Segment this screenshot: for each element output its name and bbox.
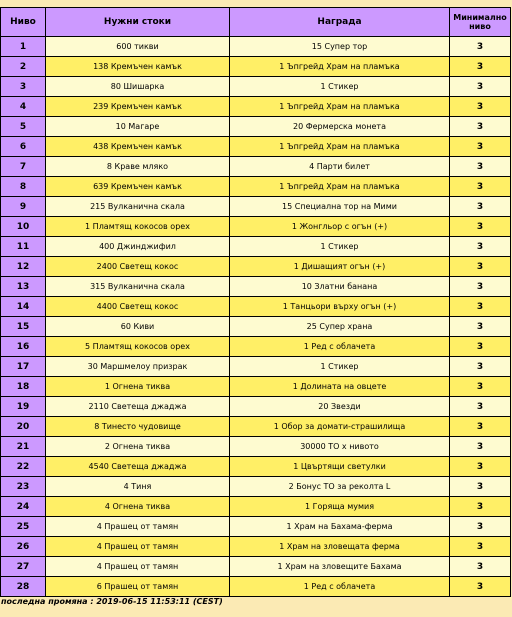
level-cell: 20 — [1, 417, 46, 437]
level-cell: 26 — [1, 537, 46, 557]
min-level-cell: 3 — [450, 177, 511, 197]
table-row — [1, 57, 511, 77]
reward-cell: 1 Танцьори върху огън (+) — [230, 297, 450, 317]
min-level-cell: 3 — [450, 237, 511, 257]
reward-cell: 1 Горяща мумия — [230, 497, 450, 517]
min-level-cell: 3 — [450, 37, 511, 57]
reward-cell: 25 Супер храна — [230, 317, 450, 337]
needed-goods-cell: 10 Магаре — [46, 117, 230, 137]
reward-cell: 1 Стикер — [230, 77, 450, 97]
table-row — [1, 137, 511, 157]
level-cell: 7 — [1, 157, 46, 177]
table-row — [1, 497, 511, 517]
needed-goods-cell: 239 Кремъчен камък — [46, 97, 230, 117]
needed-goods-cell: 400 Джинджифил — [46, 237, 230, 257]
needed-goods-cell: 1 Пламтящ кокосов орех — [46, 217, 230, 237]
reward-cell: 1 Ред с облачета — [230, 337, 450, 357]
level-cell: 22 — [1, 457, 46, 477]
table-header-row — [1, 8, 511, 37]
reward-cell: 1 Ред с облачета — [230, 577, 450, 597]
reward-cell: 1 Обор за домати-страшилища — [230, 417, 450, 437]
reward-cell: 1 Стикер — [230, 237, 450, 257]
table-row — [1, 577, 511, 597]
table-row — [1, 557, 511, 577]
level-cell: 6 — [1, 137, 46, 157]
header-reward: Награда — [230, 8, 450, 37]
level-cell: 1 — [1, 37, 46, 57]
min-level-cell: 3 — [450, 257, 511, 277]
min-level-cell: 3 — [450, 117, 511, 137]
level-cell: 15 — [1, 317, 46, 337]
min-level-cell: 3 — [450, 57, 511, 77]
min-level-cell: 3 — [450, 77, 511, 97]
table-row — [1, 417, 511, 437]
table-row — [1, 277, 511, 297]
needed-goods-cell: 80 Шишарка — [46, 77, 230, 97]
last-modified-footer: последна промяна : 2019-06-15 11:53:11 (CEST) — [1, 597, 223, 606]
needed-goods-cell: 600 тикви — [46, 37, 230, 57]
table-row — [1, 477, 511, 497]
needed-goods-cell: 1 Огнена тиква — [46, 377, 230, 397]
table-row — [1, 337, 511, 357]
min-level-cell: 3 — [450, 537, 511, 557]
level-cell: 21 — [1, 437, 46, 457]
needed-goods-cell: 639 Кремъчен камък — [46, 177, 230, 197]
table-row — [1, 457, 511, 477]
table-row — [1, 537, 511, 557]
table-row — [1, 77, 511, 97]
level-cell: 10 — [1, 217, 46, 237]
reward-cell: 1 Храм на Бахама-ферма — [230, 517, 450, 537]
min-level-cell: 3 — [450, 137, 511, 157]
reward-cell: 30000 TO x нивото — [230, 437, 450, 457]
level-cell: 18 — [1, 377, 46, 397]
level-cell: 19 — [1, 397, 46, 417]
level-cell: 28 — [1, 577, 46, 597]
min-level-cell: 3 — [450, 397, 511, 417]
reward-cell: 1 Храм на зловещите Бахама — [230, 557, 450, 577]
reward-cell: 1 Ъпгрейд Храм на пламъка — [230, 137, 450, 157]
min-level-cell: 3 — [450, 477, 511, 497]
level-cell: 13 — [1, 277, 46, 297]
level-cell: 17 — [1, 357, 46, 377]
table-row — [1, 257, 511, 277]
needed-goods-cell: 2 Огнена тиква — [46, 437, 230, 457]
min-level-cell: 3 — [450, 317, 511, 337]
needed-goods-cell: 4540 Светеща джаджа — [46, 457, 230, 477]
level-cell: 25 — [1, 517, 46, 537]
min-level-cell: 3 — [450, 217, 511, 237]
min-level-cell: 3 — [450, 197, 511, 217]
min-level-cell: 3 — [450, 437, 511, 457]
reward-cell: 20 Фермерска монета — [230, 117, 450, 137]
table-row — [1, 177, 511, 197]
header-level: Ниво — [1, 8, 46, 37]
min-level-cell: 3 — [450, 417, 511, 437]
needed-goods-cell: 6 Прашец от тамян — [46, 577, 230, 597]
reward-cell: 1 Дишащият огън (+) — [230, 257, 450, 277]
level-cell: 3 — [1, 77, 46, 97]
table-row — [1, 217, 511, 237]
min-level-cell: 3 — [450, 277, 511, 297]
needed-goods-cell: 5 Пламтящ кокосов орех — [46, 337, 230, 357]
reward-cell: 1 Жонгльор с огън (+) — [230, 217, 450, 237]
needed-goods-cell: 4400 Светещ кокос — [46, 297, 230, 317]
header-needed-goods: Нужни стоки — [46, 8, 230, 37]
level-cell: 24 — [1, 497, 46, 517]
needed-goods-cell: 4 Прашец от тамян — [46, 537, 230, 557]
table-row — [1, 377, 511, 397]
level-cell: 11 — [1, 237, 46, 257]
min-level-cell: 3 — [450, 297, 511, 317]
table-row — [1, 97, 511, 117]
table-row — [1, 157, 511, 177]
needed-goods-cell: 4 Тиня — [46, 477, 230, 497]
needed-goods-cell: 438 Кремъчен камък — [46, 137, 230, 157]
level-cell: 16 — [1, 337, 46, 357]
reward-cell: 10 Златни банана — [230, 277, 450, 297]
min-level-cell: 3 — [450, 157, 511, 177]
reward-cell: 20 Звезди — [230, 397, 450, 417]
needed-goods-cell: 4 Огнена тиква — [46, 497, 230, 517]
reward-cell: 2 Бонус TO за реколта L — [230, 477, 450, 497]
level-cell: 12 — [1, 257, 46, 277]
levels-table — [0, 7, 511, 597]
needed-goods-cell: 8 Тинесто чудовище — [46, 417, 230, 437]
needed-goods-cell: 60 Киви — [46, 317, 230, 337]
reward-cell: 1 Ъпгрейд Храм на пламъка — [230, 97, 450, 117]
reward-cell: 1 Долината на овцете — [230, 377, 450, 397]
min-level-cell: 3 — [450, 97, 511, 117]
min-level-cell: 3 — [450, 557, 511, 577]
level-cell: 8 — [1, 177, 46, 197]
min-level-cell: 3 — [450, 357, 511, 377]
table-row — [1, 357, 511, 377]
level-cell: 23 — [1, 477, 46, 497]
min-level-cell: 3 — [450, 377, 511, 397]
table-row — [1, 37, 511, 57]
table-row — [1, 237, 511, 257]
level-cell: 5 — [1, 117, 46, 137]
level-cell: 4 — [1, 97, 46, 117]
level-cell: 27 — [1, 557, 46, 577]
level-cell: 2 — [1, 57, 46, 77]
min-level-cell: 3 — [450, 517, 511, 537]
needed-goods-cell: 30 Маршмелоу призрак — [46, 357, 230, 377]
table-row — [1, 517, 511, 537]
reward-cell: 1 Ъпгрейд Храм на пламъка — [230, 57, 450, 77]
min-level-cell: 3 — [450, 497, 511, 517]
needed-goods-cell: 2110 Светеща джаджа — [46, 397, 230, 417]
level-cell: 9 — [1, 197, 46, 217]
reward-cell: 4 Парти билет — [230, 157, 450, 177]
needed-goods-cell: 315 Вулканична скала — [46, 277, 230, 297]
level-cell: 14 — [1, 297, 46, 317]
reward-cell: 1 Стикер — [230, 357, 450, 377]
table-row — [1, 117, 511, 137]
needed-goods-cell: 215 Вулканична скала — [46, 197, 230, 217]
needed-goods-cell: 2400 Светещ кокос — [46, 257, 230, 277]
table-row — [1, 397, 511, 417]
needed-goods-cell: 8 Краве мляко — [46, 157, 230, 177]
needed-goods-cell: 4 Прашец от тамян — [46, 517, 230, 537]
table-row — [1, 317, 511, 337]
reward-cell: 1 Храм на зловещата ферма — [230, 537, 450, 557]
reward-cell: 1 Ъпгрейд Храм на пламъка — [230, 177, 450, 197]
reward-cell: 15 Специална тор на Мими — [230, 197, 450, 217]
reward-cell: 15 Супер тор — [230, 37, 450, 57]
needed-goods-cell: 138 Кремъчен камък — [46, 57, 230, 77]
min-level-cell: 3 — [450, 457, 511, 477]
table-row — [1, 437, 511, 457]
table-row — [1, 197, 511, 217]
min-level-cell: 3 — [450, 337, 511, 357]
reward-cell: 1 Цвъртящи светулки — [230, 457, 450, 477]
min-level-cell: 3 — [450, 577, 511, 597]
needed-goods-cell: 4 Прашец от тамян — [46, 557, 230, 577]
header-min-level: Минимално ниво — [450, 8, 511, 37]
table-row — [1, 297, 511, 317]
